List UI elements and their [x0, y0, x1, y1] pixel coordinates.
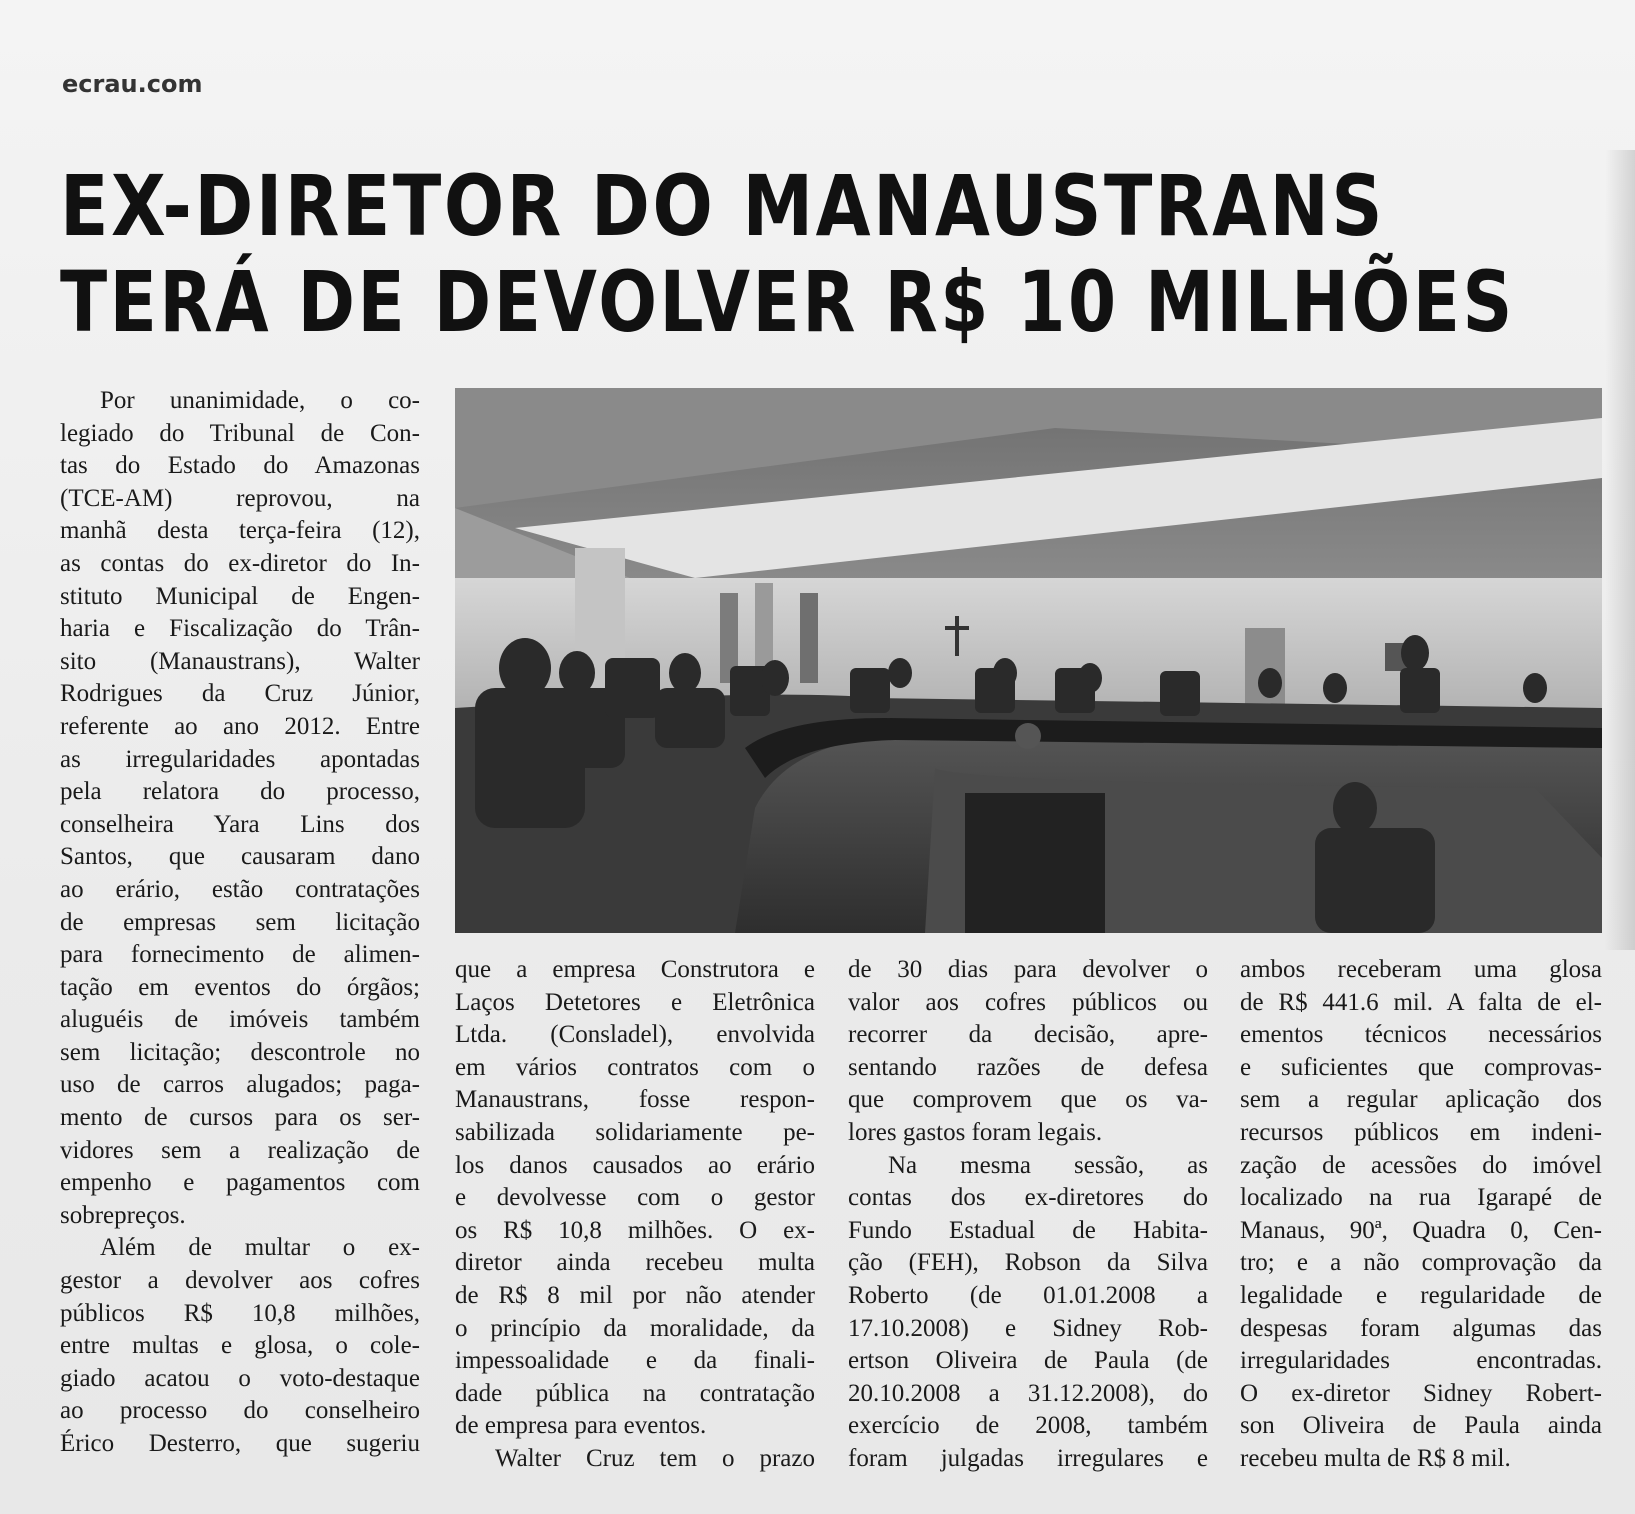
text-line: e devolvesse com o gestor [455, 1184, 815, 1212]
text-line: irregularidades encontradas. [1240, 1347, 1602, 1375]
article-column-4 [1240, 954, 1602, 1476]
text-line: de empresa para eventos. [455, 1412, 707, 1440]
text-line: sobrepreços. [60, 1201, 186, 1229]
text-line: valor aos cofres públicos ou [848, 988, 1208, 1016]
courtroom-illustration [455, 388, 1602, 933]
headline-line-1: EX-DIRETOR DO MANAUSTRANS [60, 157, 1386, 255]
text-line: pela relatora do processo, [60, 778, 420, 806]
text-line: para fornecimento de alimen- [60, 941, 420, 969]
text-line: Na mesma sessão, as [888, 1151, 1208, 1179]
text-line: Fundo Estadual de Habita- [848, 1216, 1208, 1244]
text-line: Manaus, 90ª, Quadra 0, Cen- [1240, 1216, 1602, 1244]
text-line: los danos causados ao erário [455, 1151, 815, 1179]
text-line: que a empresa Construtora e [455, 956, 815, 983]
text-line: aluguéis de imóveis também [60, 1006, 420, 1034]
text-line: Santos, que causaram dano [60, 843, 420, 871]
text-line: ambos receberam uma glosa [1240, 956, 1602, 983]
text-line: tas do Estado do Amazonas [60, 452, 420, 480]
text-line: de 30 dias para devolver o [848, 956, 1208, 983]
text-line: ao processo do conselheiro [60, 1397, 420, 1425]
text-line: uso de carros alugados; paga- [60, 1071, 420, 1099]
text-line: haria e Fiscalização do Trân- [60, 615, 420, 643]
text-line: despesas foram algumas das [1240, 1314, 1602, 1342]
text-line: conselheira Yara Lins dos [60, 810, 420, 838]
article-column-2 [455, 954, 815, 1476]
text-line: Laços Detetores e Eletrônica [455, 988, 815, 1016]
text-line: legiado do Tribunal de Con- [60, 419, 420, 447]
text-line: Além de multar o ex- [100, 1234, 420, 1262]
text-line: ao erário, estão contratações [60, 875, 420, 903]
text-line: Érico Desterro, que sugeriu [60, 1430, 420, 1457]
text-line: impessoalidade e da finali- [455, 1347, 815, 1375]
page-edge-shadow [1605, 150, 1635, 950]
text-line: em vários contratos com o [455, 1053, 815, 1081]
text-line: vidores sem a realização de [60, 1136, 420, 1164]
text-line: Roberto (de 01.01.2008 a [848, 1281, 1208, 1309]
text-line: 17.10.2008) e Sidney Rob- [848, 1314, 1208, 1342]
text-line: Rodrigues da Cruz Júnior, [60, 680, 420, 708]
text-line: ementos técnicos necessários [1240, 1021, 1602, 1049]
courtroom-photo [455, 388, 1602, 933]
text-line: de empresas sem licitação [60, 908, 420, 936]
text-line: as contas do ex-diretor do In- [60, 549, 420, 577]
text-line: exercício de 2008, também [848, 1412, 1208, 1440]
text-line: recursos públicos em indeni- [1240, 1118, 1602, 1146]
text-line: son Oliveira de Paula ainda [1240, 1412, 1602, 1440]
article-column-3 [848, 954, 1208, 1476]
text-line: (TCE-AM) reprovou, na [60, 484, 420, 512]
text-line: Por unanimidade, o co- [100, 387, 420, 414]
text-line: legalidade e regularidade de [1240, 1281, 1602, 1309]
text-line: diretor ainda recebeu multa [455, 1249, 815, 1277]
text-line: recorrer da decisão, apre- [848, 1021, 1208, 1049]
text-line: Ltda. (Consladel), envolvida [455, 1021, 815, 1049]
text-line: gestor a devolver aos cofres [60, 1267, 420, 1295]
text-line: contas dos ex-diretores do [848, 1184, 1208, 1212]
text-line: recebeu multa de R$ 8 mil. [1240, 1444, 1511, 1472]
headline [60, 158, 1580, 350]
text-line: empenho e pagamentos com [60, 1169, 420, 1197]
text-line: sem a regular aplicação dos [1240, 1086, 1602, 1114]
text-line: O ex-diretor Sidney Robert- [1240, 1379, 1602, 1407]
text-line: referente ao ano 2012. Entre [60, 712, 420, 740]
headline-line-2: TERÁ DE DEVOLVER R$ 10 MILHÕES [60, 253, 1515, 351]
text-line: sito (Manaustrans), Walter [60, 647, 420, 675]
text-line: sentando razões de defesa [848, 1053, 1208, 1081]
text-line: tação em eventos do órgãos; [60, 973, 420, 1001]
text-line: mento de cursos para os ser- [60, 1104, 420, 1132]
text-line: dade pública na contratação [455, 1379, 815, 1407]
text-line: de R$ 8 mil por não atender [455, 1281, 815, 1309]
text-line: Walter Cruz tem o prazo [495, 1444, 815, 1472]
text-line: ertson Oliveira de Paula (de [848, 1347, 1208, 1375]
text-line: localizado na rua Igarapé de [1240, 1184, 1602, 1212]
text-line: de R$ 441.6 mil. A falta de el- [1240, 988, 1602, 1016]
text-line: manhã desta terça-feira (12), [60, 517, 420, 545]
text-line: zação de acessões do imóvel [1240, 1151, 1602, 1179]
text-line: lores gastos foram legais. [848, 1118, 1103, 1146]
text-line: foram julgadas irregulares e [848, 1444, 1208, 1472]
text-line: sabilizada solidariamente pe- [455, 1118, 815, 1146]
text-line: entre multas e glosa, o cole- [60, 1332, 420, 1360]
text-line: o princípio da moralidade, da [455, 1314, 815, 1342]
text-line: tro; e a não comprovação da [1240, 1249, 1602, 1277]
text-line: públicos R$ 10,8 milhões, [60, 1299, 420, 1327]
text-line: que comprovem que os va- [848, 1086, 1208, 1114]
text-line: 20.10.2008 a 31.12.2008), do [848, 1379, 1208, 1407]
text-line: giado acatou o voto-destaque [60, 1364, 420, 1392]
article-column-1 [60, 385, 420, 1461]
text-line: os R$ 10,8 milhões. O ex- [455, 1216, 815, 1244]
text-line: ção (FEH), Robson da Silva [848, 1249, 1208, 1277]
text-line: as irregularidades apontadas [60, 745, 420, 773]
text-line: Manaustrans, fosse respon- [455, 1086, 815, 1114]
text-line: stituto Municipal de Engen- [60, 582, 420, 610]
text-line: sem licitação; descontrole no [60, 1038, 420, 1066]
text-line: e suficientes que comprovas- [1240, 1053, 1602, 1081]
site-name: ecrau.com [62, 70, 203, 98]
